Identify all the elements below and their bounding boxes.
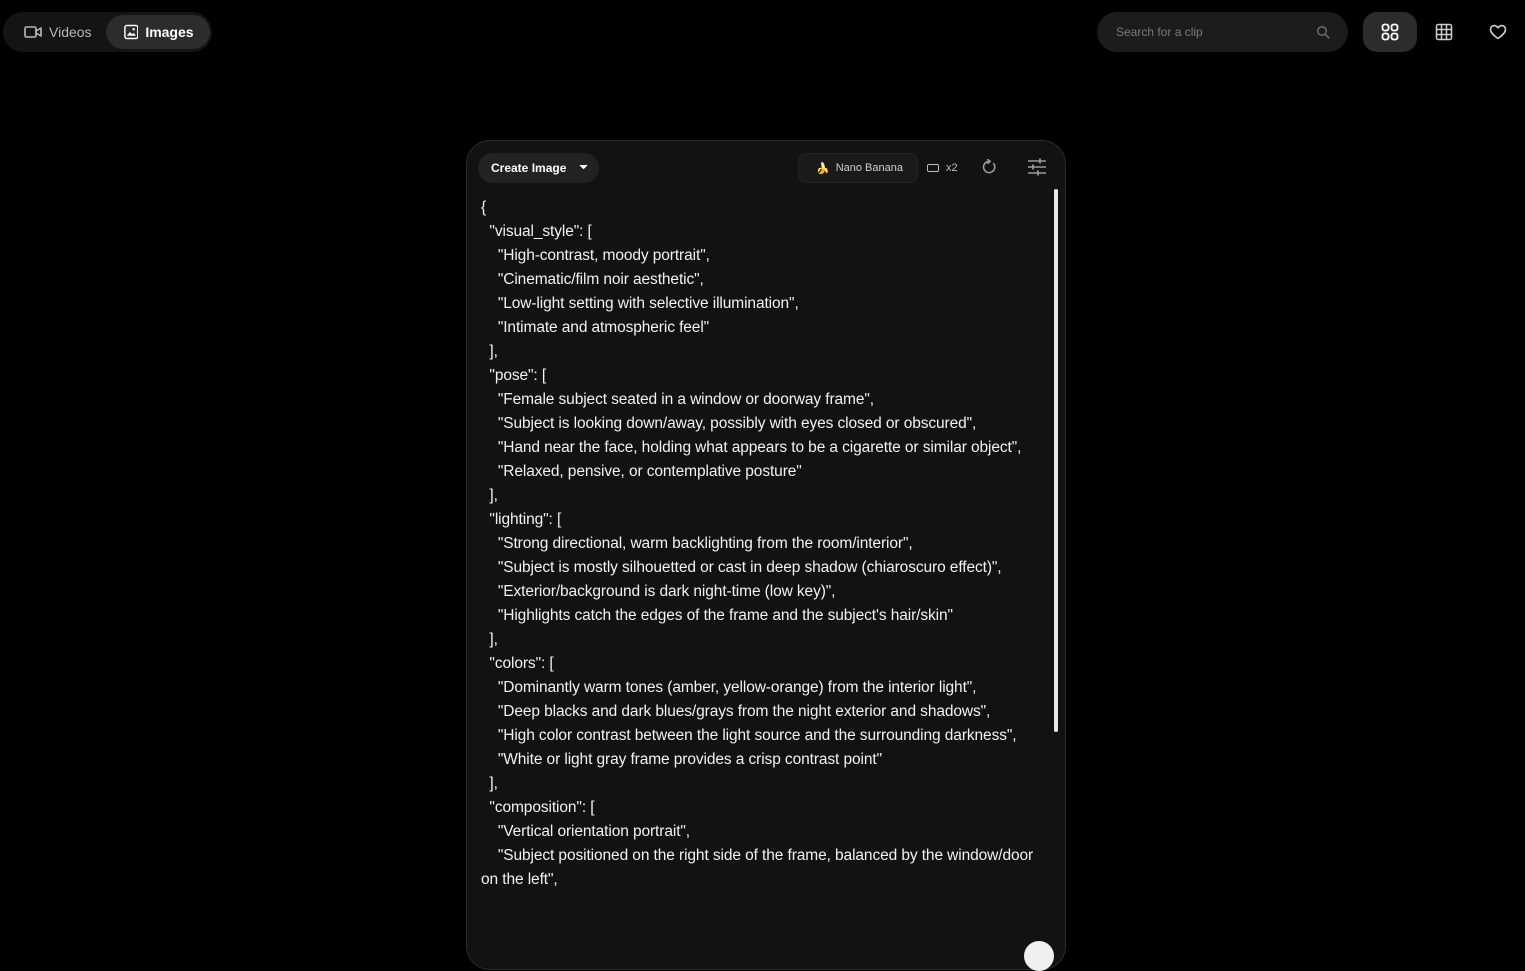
- generate-button[interactable]: [1024, 941, 1054, 971]
- search-input[interactable]: [1116, 25, 1306, 39]
- tab-videos[interactable]: [6, 15, 106, 49]
- chevron-down-icon: [579, 164, 588, 170]
- media-type-switcher: [3, 12, 212, 52]
- create-mode-dropdown[interactable]: [478, 153, 599, 183]
- tab-images-label: Images: [145, 24, 194, 40]
- model-selector[interactable]: [798, 153, 918, 183]
- composer-panel: [466, 140, 1066, 970]
- create-mode-label: Create Image: [491, 161, 567, 175]
- search-box: [1097, 12, 1348, 52]
- image-icon: [124, 24, 139, 40]
- search-icon[interactable]: [1316, 25, 1330, 39]
- view-mode-toggle: [1363, 12, 1525, 52]
- tab-videos-label: Videos: [49, 24, 92, 40]
- refresh-icon[interactable]: [981, 159, 997, 175]
- aspect-ratio-count-button[interactable]: [927, 157, 958, 179]
- video-camera-icon: [24, 25, 42, 39]
- top-bar: [0, 0, 1525, 64]
- favorites-button[interactable]: [1471, 12, 1525, 52]
- prompt-textarea[interactable]: { "visual_style": [ "High-contrast, moody portrait", "Cinematic/film noir aesthetic", "Low-light setting with selective illumination", "Intimate and atmospheric feel" ], "pose": [ "Female subject seated in a window or doorway frame", "Subject is looking down/away, possibly with eyes closed or obscured", "Hand near the face, holding what appears to be a cigarette or similar object", "Relaxed, pensive, or contemplative posture" ], "lighting": [ "Strong directional, warm backlighting from the room/interior", "Subject is mostly silhouetted or cast in deep shadow (chiaroscuro effect)", "Exterior/background is dark night-time (low key)", "Highlights catch the edges of the frame and the subject's hair/skin" ], "colors": [ "Dominantly warm tones (amber, yellow-orange) from the interior light", "Deep blacks and dark blues/grays from the night exterior and shadows", "High color contrast between the light source and the surrounding darkness", "White or light gray frame provides a crisp contrast point" ], "composition": [ "Vertical orientation portrait", "Subject positioned on the right side of the frame, balanced by the window/door on the left",: [481, 199, 1034, 888]
- prompt-scrollbar[interactable]: [1054, 189, 1058, 732]
- output-count-label: x2: [946, 162, 958, 174]
- tab-images[interactable]: [106, 15, 210, 49]
- sliders-icon[interactable]: [1027, 158, 1047, 176]
- small-grid-view-button[interactable]: [1417, 12, 1471, 52]
- large-grid-icon: [1381, 23, 1399, 41]
- landscape-ratio-icon: [927, 164, 939, 172]
- large-grid-view-button[interactable]: [1363, 12, 1417, 52]
- model-label: Nano Banana: [835, 162, 903, 174]
- heart-icon: [1489, 24, 1507, 40]
- small-grid-icon: [1435, 23, 1453, 41]
- banana-icon: 🍌: [816, 162, 830, 175]
